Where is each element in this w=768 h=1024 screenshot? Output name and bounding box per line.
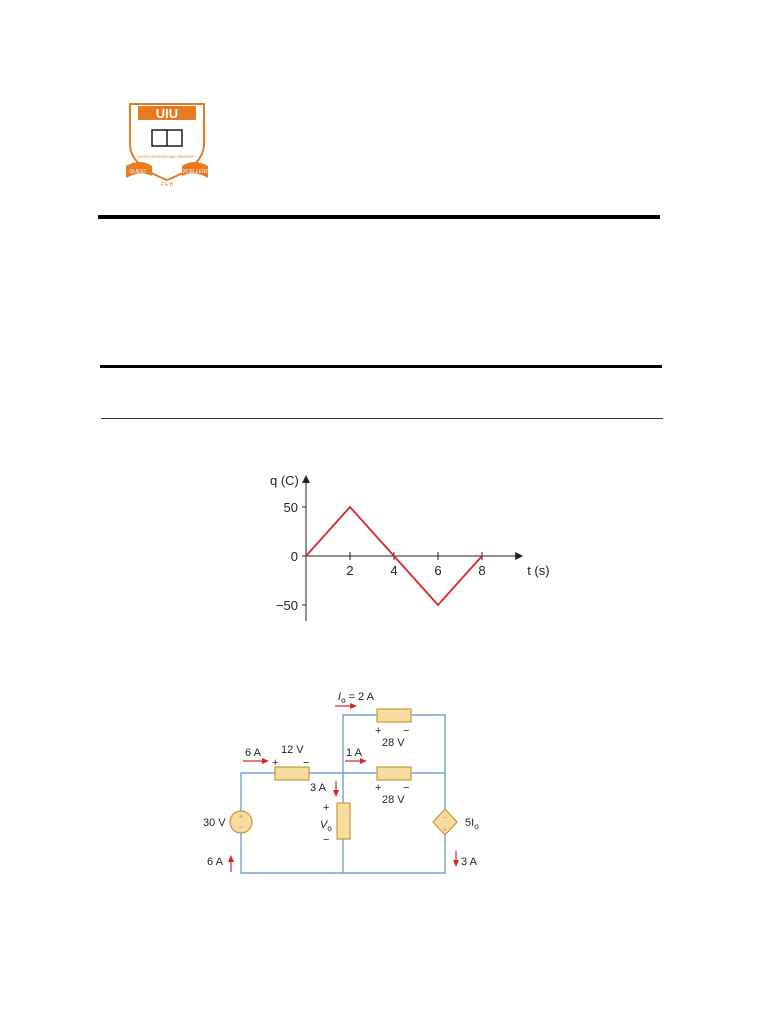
mid-minus: − bbox=[403, 782, 410, 794]
circuit-diagram bbox=[195, 685, 505, 885]
vo-plus: + bbox=[323, 802, 330, 814]
y-axis-arrowhead bbox=[302, 475, 310, 483]
vo-minus: − bbox=[323, 834, 330, 846]
x-tick-label: 8 bbox=[478, 563, 486, 578]
middle-divider bbox=[100, 365, 662, 368]
university-logo bbox=[116, 100, 218, 190]
resistor-vo bbox=[337, 803, 350, 839]
mid-plus: + bbox=[375, 782, 382, 794]
mid-voltage-label: 28 V bbox=[382, 794, 405, 806]
top-divider bbox=[98, 215, 660, 219]
circuit-wires bbox=[238, 715, 445, 873]
arrow-vo-head bbox=[333, 790, 339, 797]
logo-letters: UIU bbox=[155, 106, 179, 121]
dep-current-label: 3 A bbox=[461, 856, 477, 868]
dep-minus-sign: − bbox=[442, 813, 448, 822]
arrow-dep-head bbox=[453, 860, 459, 867]
top-minus: − bbox=[403, 725, 410, 737]
logo-right-ribbon: EXCELLENCE bbox=[179, 169, 213, 175]
logo-left-ribbon: QUEST bbox=[129, 169, 147, 175]
x-axis-arrowhead bbox=[515, 552, 523, 560]
vo-branch-current-label: 3 A bbox=[310, 782, 326, 794]
resistor-mid-28v bbox=[377, 767, 411, 780]
source-current-label: 6 A bbox=[207, 856, 223, 868]
source-minus-sign: − bbox=[238, 822, 244, 832]
top-voltage-label: 28 V bbox=[382, 737, 405, 749]
dep-source-label: $5I_o$ bbox=[465, 817, 479, 831]
mid-branch-current-label: 1 A bbox=[346, 747, 362, 759]
logo-bottom-text: F E B bbox=[160, 182, 174, 188]
x-axis-label: t (s) bbox=[527, 563, 550, 578]
x-tick-label: 6 bbox=[434, 563, 442, 578]
source-voltage-label: 30 V bbox=[203, 817, 226, 829]
source-plus-sign: + bbox=[238, 812, 244, 821]
x-tick-label: 2 bbox=[346, 563, 354, 578]
arrow-source-head bbox=[228, 855, 234, 862]
y-axis-label: q (C) bbox=[270, 473, 299, 488]
logo-ring-text: UNITED INTERNATIONAL UNIVERSITY bbox=[138, 155, 196, 159]
y-tick-label: −50 bbox=[275, 598, 298, 613]
r1-voltage-label: 12 V bbox=[281, 744, 304, 756]
y-tick-label: 0 bbox=[290, 549, 298, 564]
charge-time-chart bbox=[240, 470, 550, 630]
x-tick-label: 4 bbox=[390, 563, 398, 578]
r1-minus: − bbox=[303, 757, 310, 769]
r1-plus: + bbox=[272, 757, 279, 769]
top-current-label: $I_o = 2$ A bbox=[338, 691, 374, 705]
top-plus: + bbox=[375, 725, 382, 737]
input-current-label: 6 A bbox=[245, 747, 261, 759]
arrow-input-head bbox=[262, 758, 269, 764]
thin-divider bbox=[101, 418, 663, 419]
arrow-top-head bbox=[350, 703, 357, 709]
resistor-top-28v bbox=[377, 709, 411, 722]
y-tick-label: 50 bbox=[283, 500, 298, 515]
dep-plus-sign: + bbox=[442, 825, 448, 834]
vo-label: $V_o$ bbox=[320, 819, 332, 833]
